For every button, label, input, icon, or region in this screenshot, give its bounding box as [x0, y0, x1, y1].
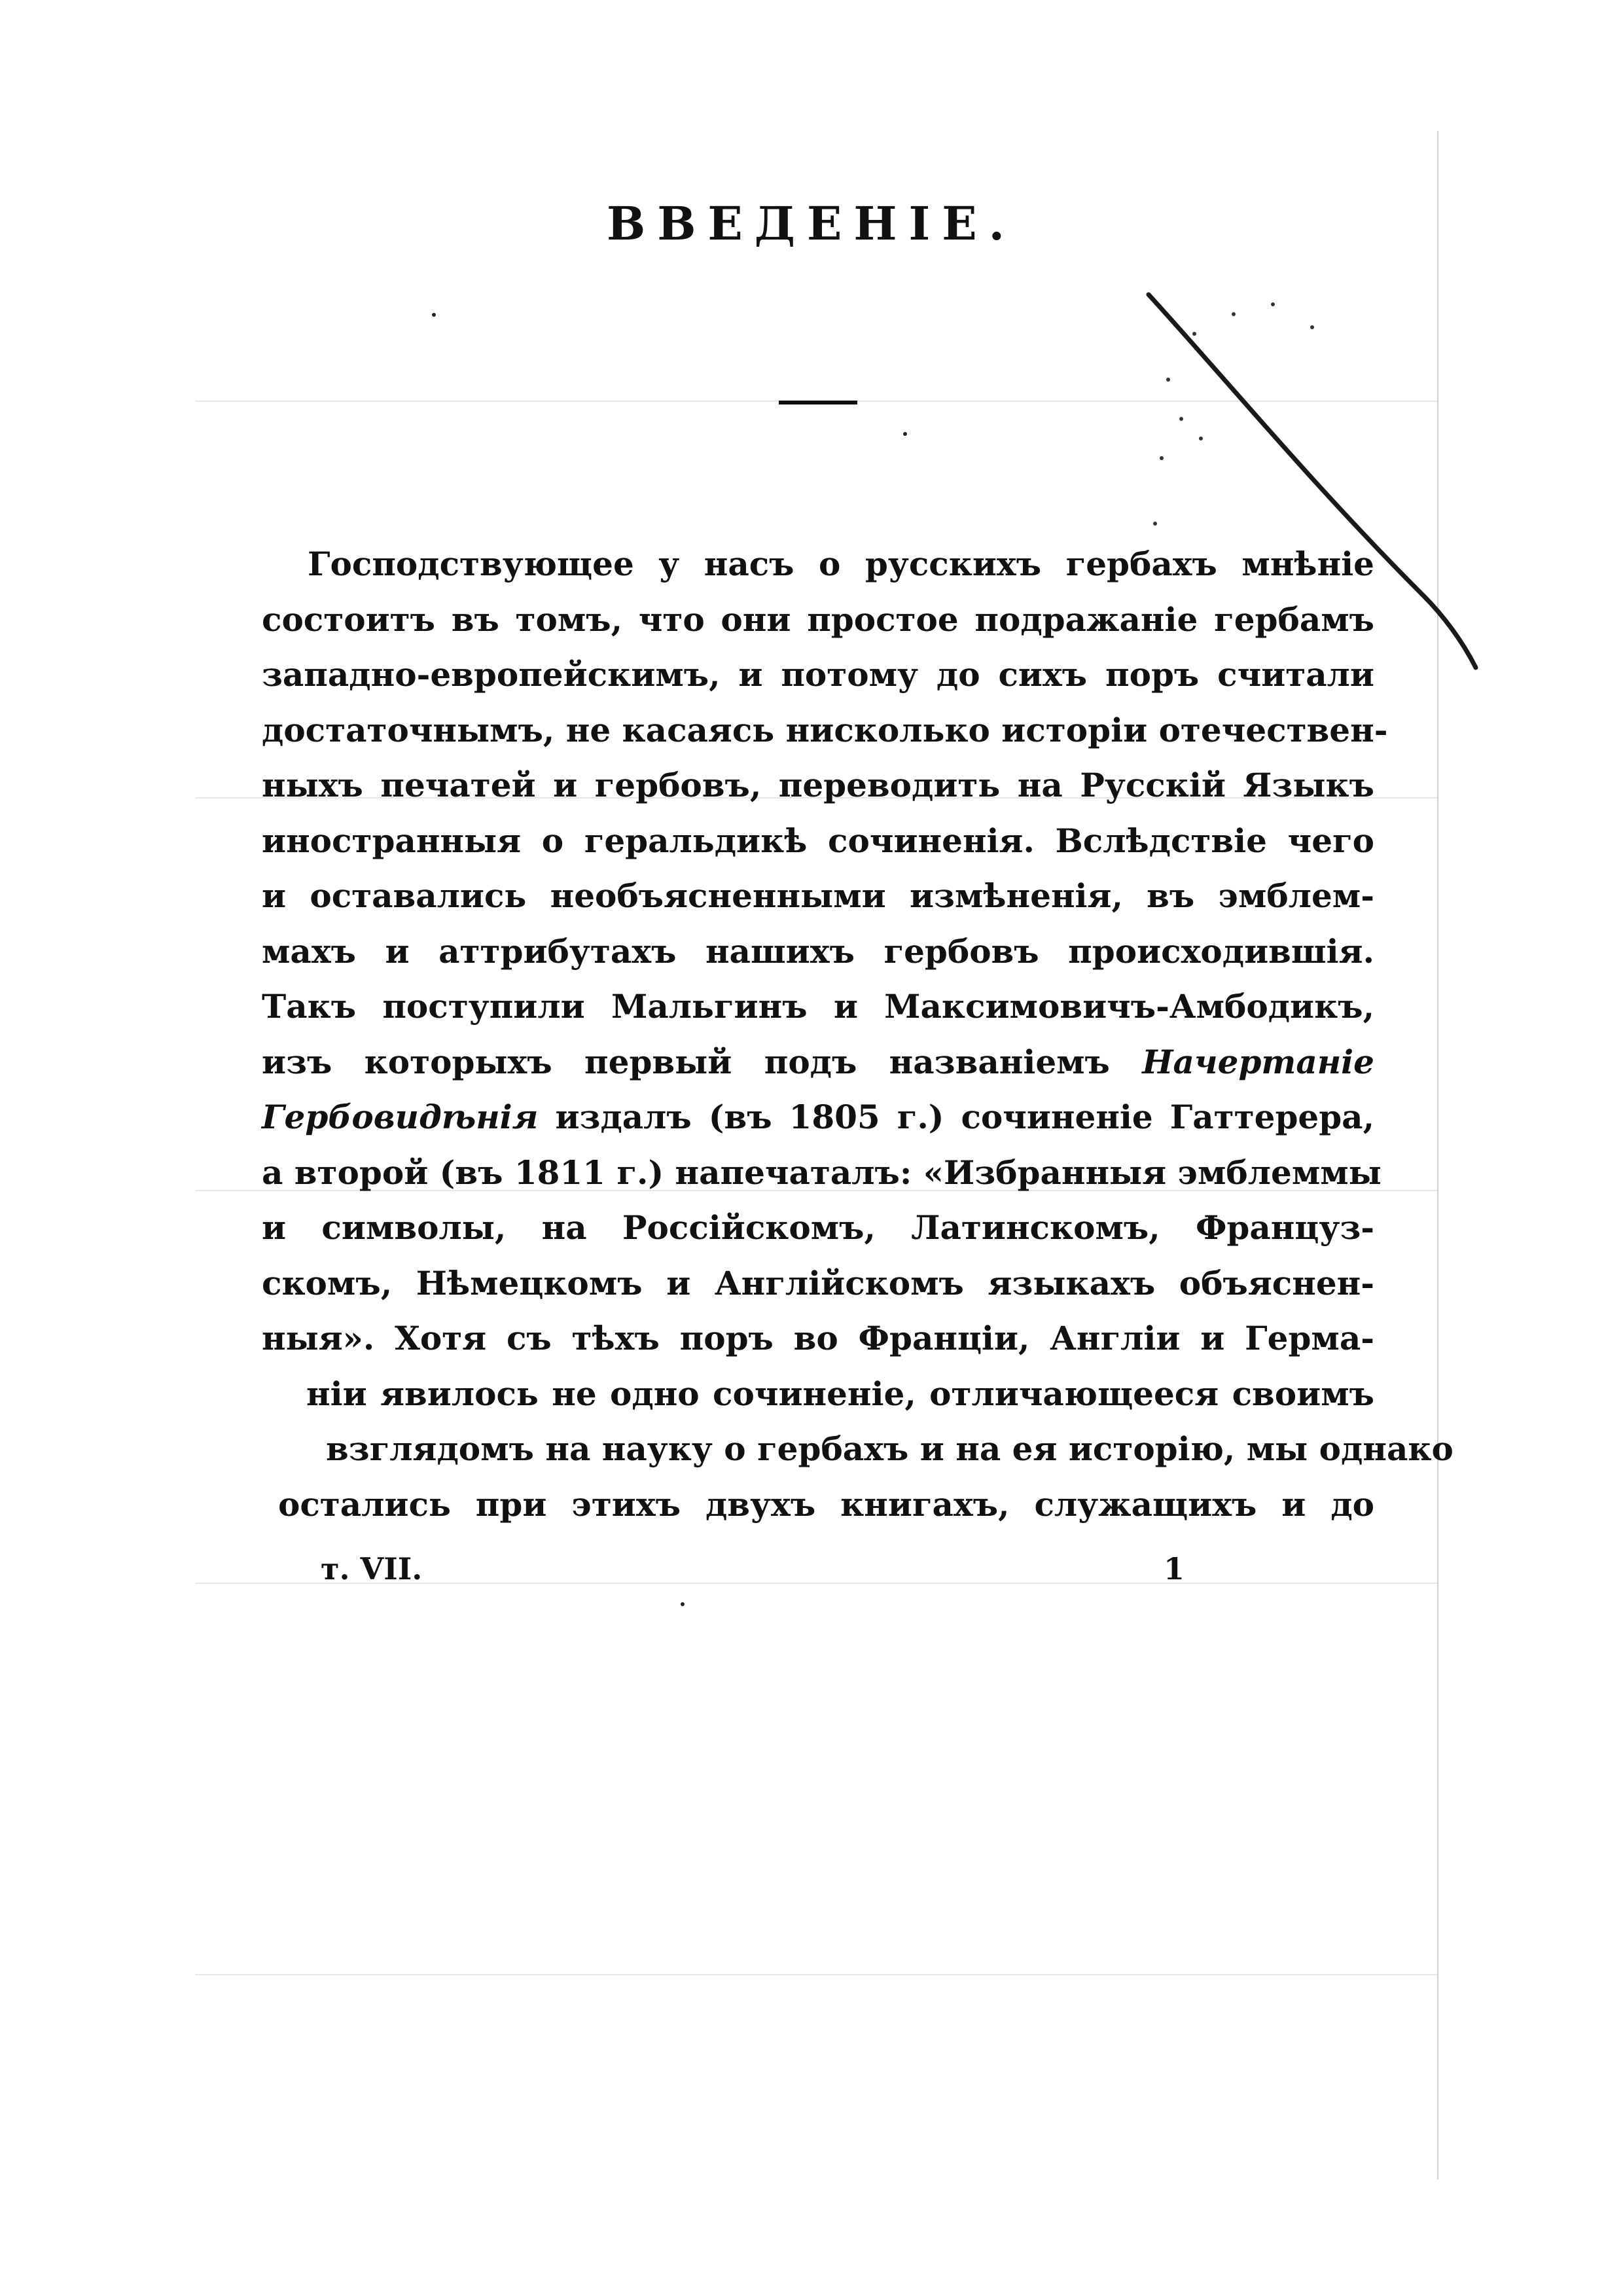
text-line: [262, 1035, 1374, 1090]
scan-speck: [432, 313, 436, 317]
text-line: а второй (въ 1811 г.) напечаталъ: «Избранныя эмблеммы: [262, 1153, 1382, 1192]
text-line: достаточнымъ, не касаясь нисколько исторіи отечествен-: [262, 710, 1388, 749]
text-line: ніи явилось не одно сочиненіе, отличающееся своимъ: [306, 1374, 1374, 1413]
text-line: взглядомъ на науку о гербахъ и на ея исторію, мы однако: [326, 1429, 1454, 1468]
text-line: [262, 1090, 1374, 1145]
scan-speck: [903, 432, 907, 436]
scan-guide-line: [195, 1974, 1438, 1975]
italic-title-part-2: Гербовидѣнія: [262, 1098, 539, 1136]
scan-speck: [681, 1602, 685, 1606]
sheet-number: 1: [1163, 1551, 1185, 1587]
title-rule: [779, 401, 857, 404]
text-line: ныхъ печатей и гербовъ, переводить на Русскій Языкъ: [262, 766, 1374, 804]
page-footer: [321, 1551, 1185, 1587]
text-fragment: изъ которыхъ первый подъ названіемъ: [262, 1042, 1110, 1081]
text-fragment: издалъ (въ 1805 г.) сочиненіе Гаттерера,: [555, 1098, 1374, 1136]
text-line: иностранныя о геральдикѣ сочиненія. Вслѣдствіе чего: [262, 821, 1374, 860]
italic-title-part-1: Начертаніе: [1142, 1042, 1374, 1081]
text-line: и оставались необъясненными измѣненія, въ эмблем-: [262, 876, 1374, 915]
page-title: ВВЕДЕНІЕ.: [607, 196, 1016, 251]
text-line: махъ и аттрибутахъ нашихъ гербовъ происходившія.: [262, 931, 1374, 971]
text-line: ныя». Хотя съ тѣхъ поръ во Франціи, Англіи и Герма-: [262, 1319, 1374, 1357]
text-line: остались при этихъ двухъ книгахъ, служащихъ и до: [278, 1484, 1374, 1524]
text-line: и символы, на Россійскомъ, Латинскомъ, Француз-: [262, 1208, 1374, 1247]
text-line: Господствующее у насъ о русскихъ гербахъ мнѣніе: [308, 545, 1374, 583]
text-line: западно-европейскимъ, и потому до сихъ поръ считали: [262, 655, 1374, 694]
text-line: состоитъ въ томъ, что они простое подражаніе гербамъ: [262, 600, 1374, 639]
text-line: Такъ поступили Мальгинъ и Максимовичъ-Амбодикъ,: [262, 987, 1374, 1026]
body-text: [262, 537, 1454, 1532]
sheet-signature: т. VII.: [321, 1551, 423, 1587]
text-line: скомъ, Нѣмецкомъ и Англійскомъ языкахъ объяснен-: [262, 1263, 1374, 1302]
